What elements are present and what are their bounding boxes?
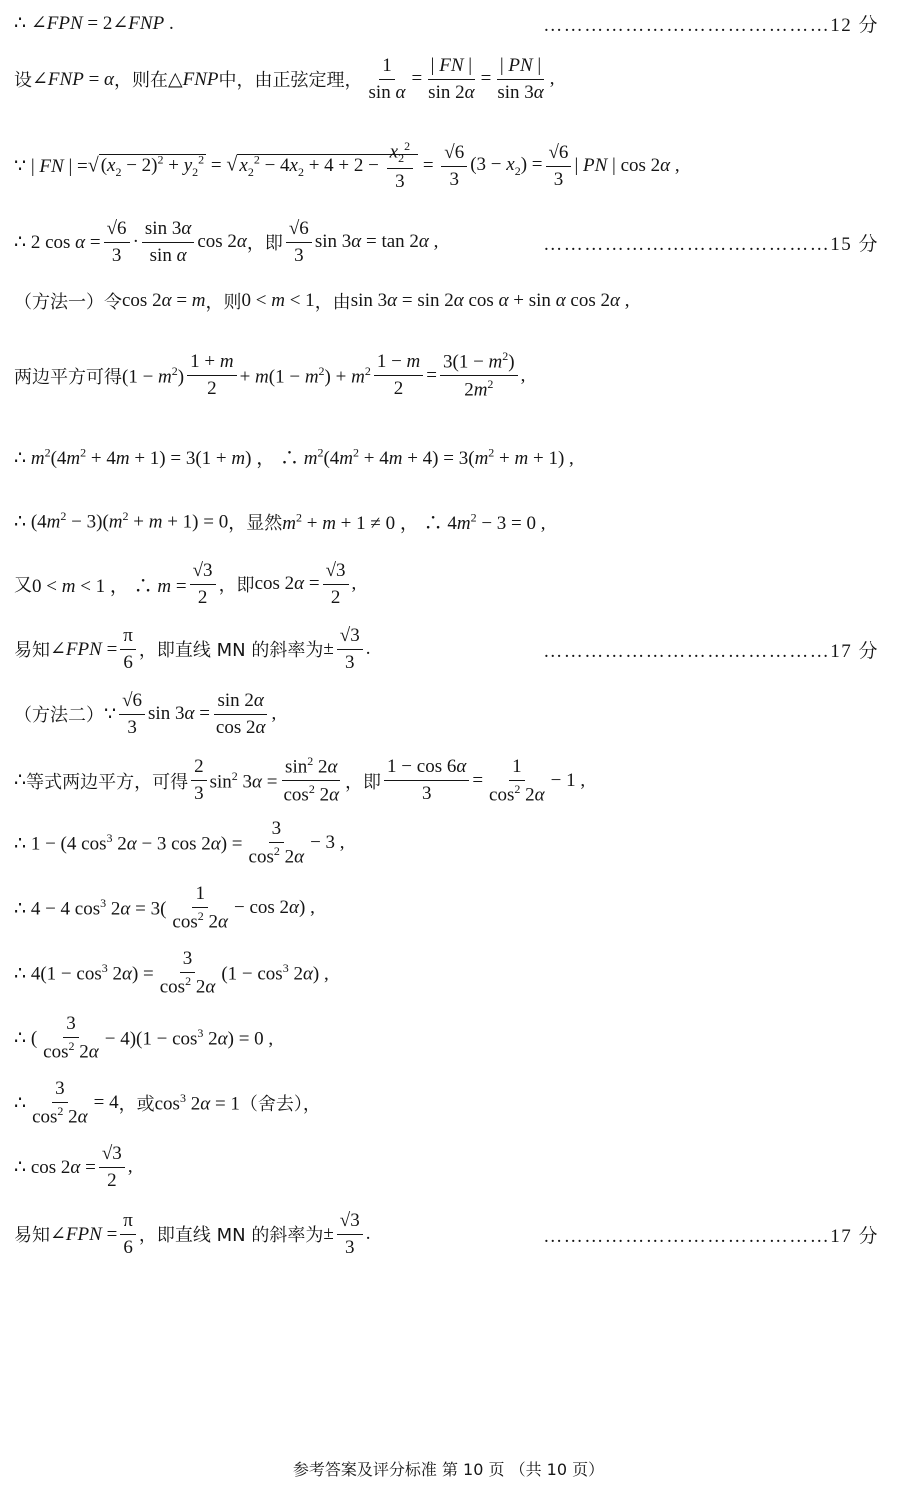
frac-3-cos2-b: $\frac{3}{\cos^2 2\alpha}$ bbox=[159, 948, 216, 998]
frac-pn: | PN | sin 3α bbox=[497, 55, 544, 103]
text-ji-2: ，即 bbox=[218, 575, 255, 597]
text-eq-square: 等式两边平方，可得 bbox=[26, 771, 189, 793]
frac-1mm-2: 1 − m 2 bbox=[374, 351, 423, 400]
frac-sqrt6-3-a: $\frac{√6}{3}$ bbox=[441, 142, 467, 191]
frac-pi-6-b: $\frac{\pi}{6}$ bbox=[120, 1210, 136, 1259]
frac-pi-6-a: $\frac{\pi}{6}$ bbox=[120, 625, 136, 674]
line-9: 又 0 < m < 1 ， ∴ m = $\frac{√3}{2}$ ，即 cos 2α = $\frac{√3}{2}$ , bbox=[14, 560, 357, 608]
line-4: ∴ 2 cos α = $\frac{√6}{3}$ · sin 3α sin α cos 2α ，即 √6 3 sin 3α = tan 2α , ……………………………………15 分 bbox=[14, 218, 879, 266]
text-obviously: ，显然 bbox=[228, 512, 283, 534]
frac-sin3a-sina: sin 3α sin α bbox=[142, 218, 194, 267]
text-or: ，或 bbox=[118, 1094, 155, 1115]
score-15: ……………………………………15 分 bbox=[543, 233, 879, 255]
line-14: ∴ 4 − 4 $\cos^3 2\alpha = 3$( 1 $\cos^2 2\alpha$ − cos 2α) , bbox=[14, 883, 315, 933]
line-3: ∵ | FN | = √ $(x_2 - 2)^2 + y_2^2$ = √ $x_2^2 - 4x_2 + 4 + 2$ − $\frac{x_2^2}{3}$ = $\frac{√6}{3}$ $(3 - x_2)$ = $\frac{√6}{3}$ | PN | cos 2α , bbox=[14, 139, 680, 192]
frac-1-cos2: 1 $\cos^2 2\alpha$ bbox=[489, 755, 545, 805]
frac-3-cos2-a: $\frac{3}{\cos^2 2\alpha}$ bbox=[248, 818, 305, 868]
text-discard: （舍去）， bbox=[239, 1094, 321, 1115]
text-again: 又 bbox=[14, 575, 32, 597]
frac-fn: | FN | sin 2α bbox=[428, 55, 475, 103]
sqrt-2: √ $x_2^2 - 4x_2 + 4 + 2$ − $\frac{x_2^2}{3}$ bbox=[226, 140, 418, 193]
frac-sqrt3-3-b: $\frac{√3}{3}$ bbox=[337, 1210, 363, 1259]
frac-sqrt3-2-a: $\frac{√3}{2}$ bbox=[190, 560, 216, 609]
line-12: ∴ 等式两边平方，可得 2 3 $\sin^2 3\alpha$ = $\frac{\sin^2 2\alpha}{\cos^2 2\alpha}$ ，即 1 − cos 6α 3 = 1 $\cos^2 2\alpha$ − 1 , bbox=[14, 754, 586, 806]
line-18: ∴ cos 2α = $\frac{√3}{2}$ , bbox=[14, 1143, 133, 1191]
line-19: 易知 ∠FPN = $\frac{\pi}{6}$ ，即直线 MN 的斜率为 ± $\frac{√3}{3}$ . ……………………………………17 分 bbox=[14, 1210, 879, 1258]
line-2: 设 ∠FNP = α ，则在 △FNP 中，由正弦定理， 1 sin α = | FN | sin 2α = | PN | sin 3α , bbox=[14, 55, 555, 103]
score-17-b: ……………………………………17 分 bbox=[543, 1225, 879, 1247]
method-1-label: （方法一） bbox=[14, 292, 104, 313]
text-ling: 令 bbox=[104, 292, 122, 313]
text-slope-2: ，即直线 MN 的斜率为 bbox=[138, 1225, 324, 1247]
frac-sqrt6-3-d: √6 3 bbox=[286, 218, 312, 267]
text-ji-3: ，即 bbox=[345, 771, 382, 793]
frac-sin2a-cos2a: $\frac{\sin 2\alpha}{\cos 2\alpha}$ bbox=[215, 690, 266, 738]
frac-2-3: 2 3 bbox=[191, 756, 207, 805]
text-easy-1: 易知 bbox=[14, 640, 50, 662]
page-footer: 参考答案及评分标准 第 10 页 （共 10 页） bbox=[292, 1460, 605, 1479]
text-then-in: ，则在 bbox=[114, 70, 169, 92]
frac-sqrt6-3-b: $\frac{√6}{3}$ bbox=[546, 142, 572, 191]
text-easy-2: 易知 bbox=[14, 1225, 50, 1247]
frac-3-2m2: $3(1 - m^2)$ $2m^2$ bbox=[440, 350, 518, 401]
frac-3-cos2-c: 3 $\cos^2 2\alpha$ bbox=[43, 1013, 99, 1063]
line-1: ∴ ∠FPN = 2∠FNP . ……………………………………12 分 bbox=[14, 10, 879, 37]
frac-1pm-2: 1 + m 2 bbox=[187, 351, 236, 400]
line-8: ∴ $(4m^2 - 3)(m^2 + m + 1) = 0$ ，显然 $m^2 + m + 1 \ne 0$ ， ∴ $4m^2 - 3 = 0$ , bbox=[14, 509, 546, 534]
line-7: ∴ $m^2(4m^2 + 4m + 1) = 3(1 + m)$ ， ∴ $m^2(4m^2 + 4m + 4) = 3(m^2 + m + 1)$ , bbox=[14, 445, 574, 469]
text-law-sines: 中，由正弦定理， bbox=[218, 70, 363, 92]
line-15: ∴ $4(1 - \cos^3 2\alpha)$ = $\frac{3}{\cos^2 2\alpha}$ $(1 - \cos^3 2\alpha)$ , bbox=[14, 948, 329, 998]
line-6: 两边平方可得 $(1 - m^2)$ 1 + m 2 + $m(1 - m^2) + m^2$ 1 − m 2 = $3(1 - m^2)$ $2m^2$ , bbox=[14, 349, 526, 401]
line-5: （方法一） 令 cos 2α = m ，则 0 < m < 1 ，由 sin 3α = sin 2α cos α + sin α cos 2α , bbox=[14, 290, 630, 313]
line-17: ∴ $\frac{3}{\cos^2 2\alpha}$ = 4 ，或 $\cos^3 2\alpha = 1$ （舍去）， bbox=[14, 1078, 321, 1128]
frac-sqrt3-2-c: $\frac{√3}{2}$ bbox=[99, 1143, 125, 1192]
frac-1-sina: 1 sin α bbox=[368, 55, 406, 103]
line-10: 易知 ∠FPN = $\frac{\pi}{6}$ ，即直线 MN 的斜率为 ± $\frac{√3}{3}$ . ……………………………………17 分 bbox=[14, 625, 879, 673]
text-ze: ，则 bbox=[205, 292, 242, 313]
text-slope-1: ，即直线 MN 的斜率为 bbox=[138, 640, 324, 662]
line-13: ∴ 1 − (4 $\cos^3 2\alpha - 3$ cos 2α) = $\frac{3}{\cos^2 2\alpha}$ − 3 , bbox=[14, 818, 345, 868]
frac-1-cos2-b: 1 $\cos^2 2\alpha$ bbox=[172, 883, 228, 933]
text-you: ，由 bbox=[314, 292, 351, 313]
score-12: ……………………………………12 分 bbox=[543, 15, 879, 36]
frac-sqrt3-3-a: $\frac{√3}{3}$ bbox=[337, 625, 363, 674]
line-11: （方法二） ∵ √6 3 sin 3α = $\frac{\sin 2\alpha}{\cos 2\alpha}$ , bbox=[14, 690, 277, 738]
frac-sqrt3-2-b: $\frac{√3}{2}$ bbox=[323, 560, 349, 609]
line-16: ∴ ( 3 $\cos^2 2\alpha$ − $4)(1 - \cos^3 2\alpha) = 0$ , bbox=[14, 1013, 274, 1063]
frac-3-cos2-d: $\frac{3}{\cos^2 2\alpha}$ bbox=[32, 1078, 88, 1128]
text-square-both: 两边平方可得 bbox=[14, 366, 122, 388]
sqrt-1: √ $(x_2 - 2)^2 + y_2^2$ bbox=[87, 152, 205, 179]
method-2-label: （方法二） bbox=[14, 705, 104, 727]
frac-sqrt6-3-e: √6 3 bbox=[119, 690, 145, 739]
text-let: 设 bbox=[14, 70, 32, 92]
score-17-a: ……………………………………17 分 bbox=[543, 640, 879, 662]
frac-sin2-cos2: $\frac{\sin^2 2\alpha}{\cos^2 2\alpha}$ bbox=[283, 754, 340, 806]
frac-sqrt6-3-c: $\frac{√6}{3}$ bbox=[104, 218, 130, 267]
text-ji-1: ，即 bbox=[246, 233, 283, 255]
frac-1-cos6a-3: 1 − cos 6α 3 bbox=[384, 756, 469, 805]
